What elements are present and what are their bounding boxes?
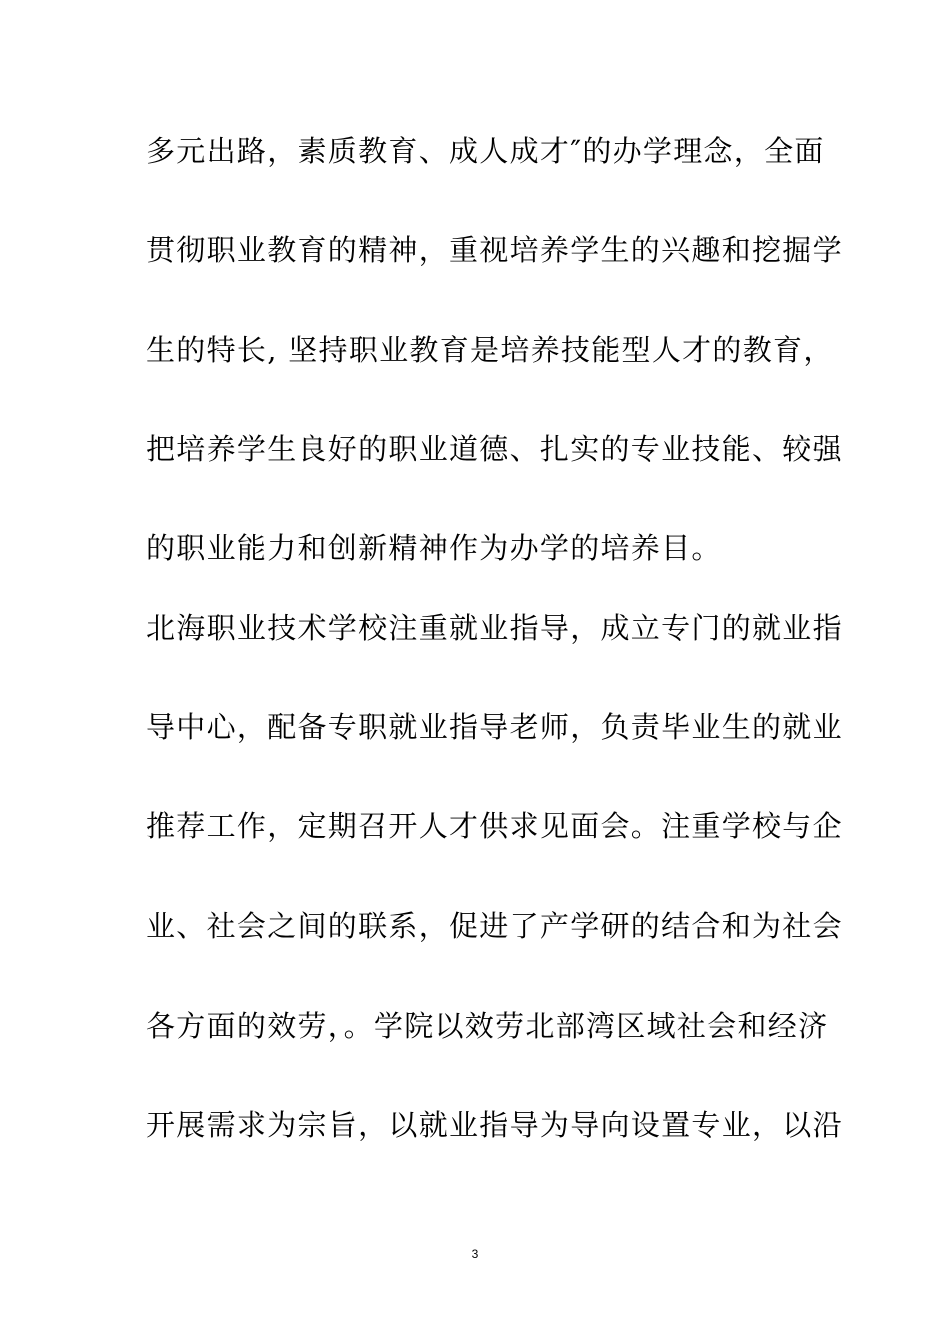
text-line: 开展需求为宗旨，以就业指导为导向设置专业，以沿 [146,1108,843,1142]
text-line: 贯彻职业教育的精神，重视培养学生的兴趣和挖掘学 [146,233,843,267]
text-line: 导中心，配备专职就业指导老师，负责毕业生的就业 [146,710,843,744]
text-line: 各方面的效劳，。学院以效劳北部湾区域社会和经济 [146,1009,829,1043]
text-line: 北海职业技术学校注重就业指导，成立专门的就业指 [146,611,843,645]
text-line: 业、社会之间的联系，促进了产学研的结合和为社会 [146,909,843,943]
text-line: 多元出路，素质教育、成人成才″的办学理念，全面 [146,134,825,168]
text-line: 生的特长, 坚持职业教育是培养技能型人才的教育， [146,333,834,367]
text-line: 的职业能力和创新精神作为办学的培养目。 [146,531,722,565]
text-line: 把培养学生良好的职业道德、扎实的专业技能、较强 [146,432,843,466]
page-number: 3 [471,1247,479,1261]
text-line: 推荐工作，定期召开人才供求见面会。注重学校与企 [146,809,843,843]
